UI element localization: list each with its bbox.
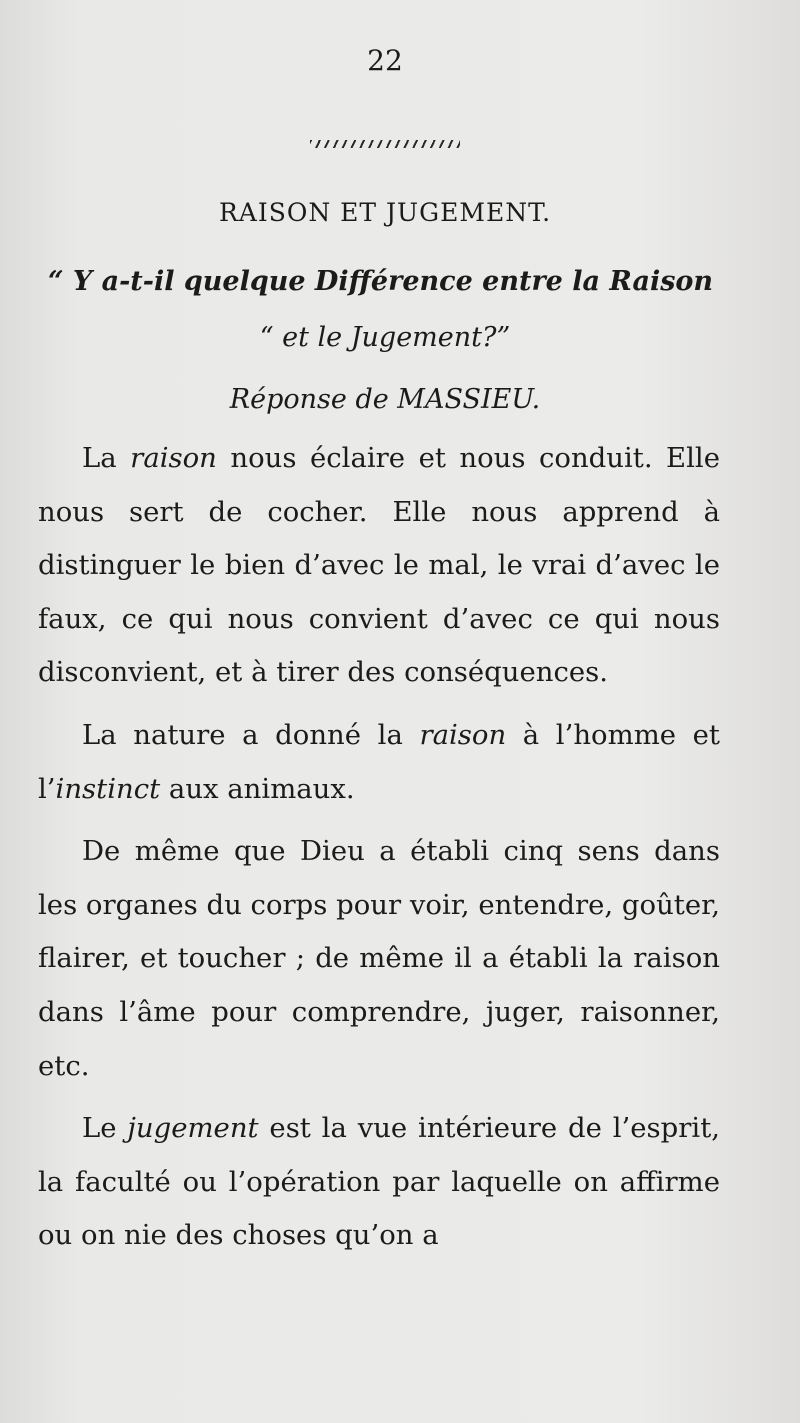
paragraph-2 xyxy=(38,709,720,816)
paragraph-1 xyxy=(38,432,720,700)
body-text xyxy=(38,432,720,1272)
question-line-1: “ Y a-t-il quelque Différence entre la Raison xyxy=(48,266,714,297)
text-segment: nous éclaire et nous conduit. Elle nous sert de cocher. Elle nous apprend à distinguer le bien d’avec le mal, le vrai d’avec le faux, ce qui nous convient d’avec ce qui nous disconvient, et à tirer des conséquences. xyxy=(38,442,720,689)
italic-term: raison xyxy=(130,442,217,474)
paragraph-3 xyxy=(38,825,720,1093)
text-segment: à l’homme et l’ xyxy=(38,718,720,805)
text-segment: La nature a donné la xyxy=(82,718,420,751)
decorative-rule xyxy=(310,140,460,148)
paragraph-4 xyxy=(38,1102,720,1263)
italic-term: instinct xyxy=(55,772,161,805)
section-heading: RAISON ET JUGEMENT. xyxy=(218,198,552,227)
text-segment: La xyxy=(82,442,131,474)
text-segment: De même que Dieu a établi cinq sens dans les organes du corps pour voir, entendre, goûter, flairer, et toucher ; de même il a établi la raison dans l’âme pour comprendre, juger, raisonner, etc. xyxy=(38,835,720,1082)
text-segment: aux animaux. xyxy=(160,772,355,805)
italic-term: jugement xyxy=(127,1112,259,1145)
question-line-2: “ et le Jugement?” xyxy=(259,322,511,353)
text-segment: Le xyxy=(82,1112,128,1145)
italic-term: raison xyxy=(419,718,507,751)
answer-label: Réponse de MASSIEU. xyxy=(229,384,541,415)
page-number: 22 xyxy=(367,44,403,77)
text-segment: est la vue intérieure de l’esprit, la faculté ou l’opération par laquelle on affirme ou on nie des choses qu’on a xyxy=(38,1112,720,1252)
